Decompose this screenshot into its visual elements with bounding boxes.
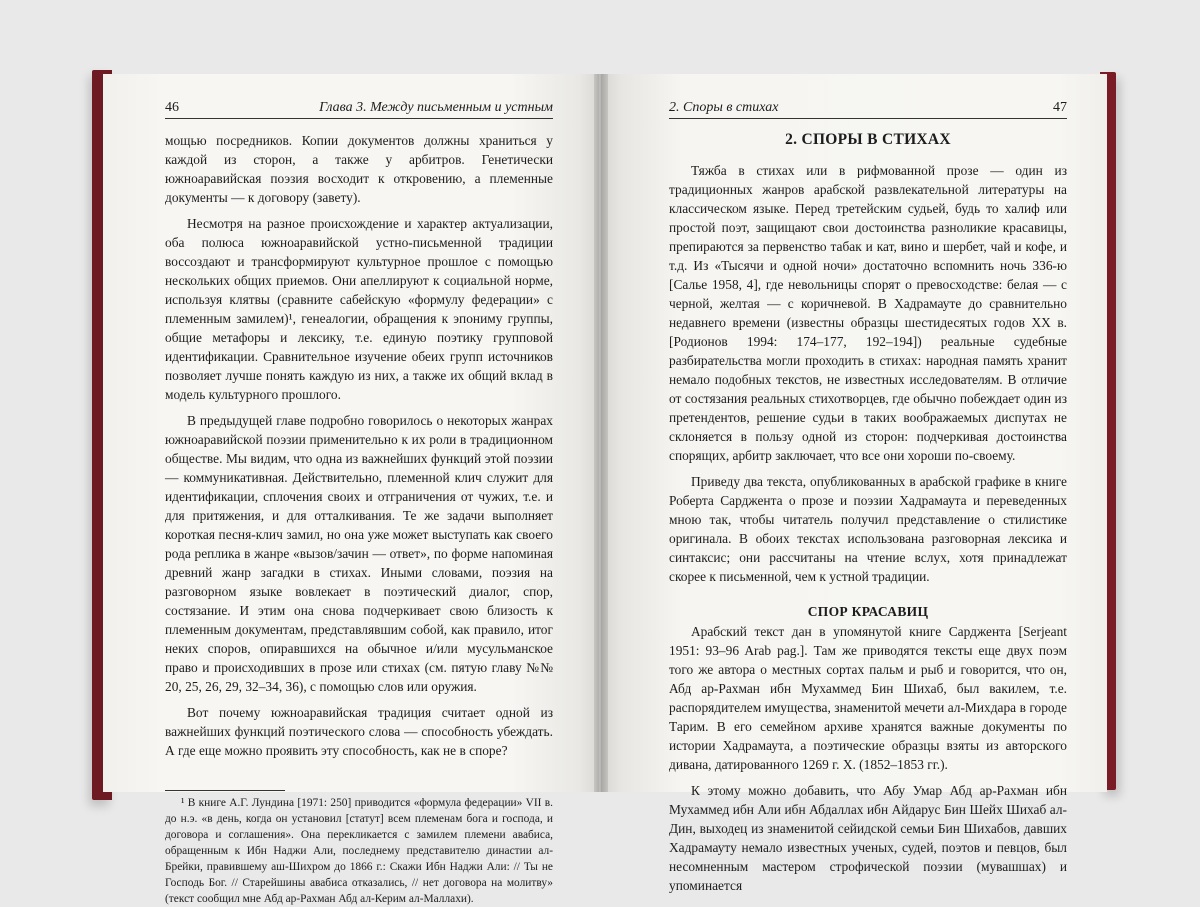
footnote-rule — [165, 790, 285, 791]
running-head-right — [669, 100, 1067, 119]
paragraph: Тяжба в стихах или в рифмованной прозе — один из традиционных жанров арабской развлекательной литературы на классическом языке. Перед третейским судьей, будь то халиф или простой поэт, защищают свои достоинства разноликие красавицы, препираются за первенство табак и кат, вино и шербет, чай и кофе, и т.д. Из «Тысячи и одной ночи» достаточно вспомнить ночь 336-ю [Салье 1958, 4], где невольницы спорят о превосходстве: белая — с черной, желтая — с коричневой. В Хадрамауте до сравнительно недавнего времени (известны образцы шестидесятых годов XX в. [Родионов 1994: 174–177, 192–194]) реальные судебные разбирательства могли проходить в стихах: народная память хранит немало подобных текстов, не известных исследователям. В отличие от состязания реальных стихотворцев, где обычно побеждает один из претендентов, решение судьи в таких воображаемых диспутах не склоняется в пользу одной из сторон: подчеркивая достоинства спорящих, арбитр заключает, что все они хороши по-своему. — [669, 163, 1067, 463]
section-title: 2. СПОРЫ В СТИХАХ — [785, 131, 951, 148]
paragraph: К этому можно добавить, что Абу Умар Абд ар-Рахман ибн Мухаммед ибн Али ибн Абдаллах ибн Айдарус Бин Шейх Шихаб ал-Дин, выходец из знаменитой сейидской семьи Бин Шихабов, давших Хадрамауту немало известных ученых, судей, поэтов и певцов, был несомненным мастером строфической поэзии (мувашшах) и упоминается — [669, 783, 1067, 893]
page-number: 46 — [165, 100, 179, 115]
book-gutter — [594, 74, 608, 792]
left-page — [103, 74, 599, 905]
running-head-title: Глава 3. Между письменным и устным — [319, 100, 553, 115]
right-page — [601, 74, 1107, 893]
paragraph: мощью посредников. Копии документов должны храниться у каждой из сторон, а также у арбитров. Генетически южноаравийская поэзия восходит к откровению, а племенные документы — к договору (завету). — [165, 133, 553, 205]
running-head-title: 2. Споры в стихах — [669, 100, 779, 115]
subsection-title: СПОР КРАСАВИЦ — [807, 604, 929, 619]
paragraph: Несмотря на разное происхождение и характер актуализации, оба полюса южноаравийской устно-письменной традиции воссоздают и трансформируют культурное прошлое с помощью нескольких общих приемов. Они апеллируют к социальной норме, используя клятвы (сравните сабейскую «формулу федерации» с племенным замилем)¹, генеалогии, обращения к эпониму группы, общие метафоры и лексику, т.е. единую поэтику групповой идентификации. Сравнительное изучение обеих групп источников позволяет лучше понять каждую из них, а также их общий вклад в модель культурного прошлого. — [165, 216, 553, 402]
paragraph: В предыдущей главе подробно говорилось о некоторых жанрах южноаравийской поэзии применительно к их роли в традиционном обществе. Мы видим, что одна из важнейших функций этой поэзии — коммуникативная. Действительно, племенной клич служит для идентификации, сплочения своих и отграничения от чужих, т.е. и для притяжения, и для отталкивания. Те же задачи выполняет короткая песня-клич замил, но она уже может выступать как своего рода реплика в жанре «вызов/зачин — ответ», по форме напоминая древний жанр загадки в стихах. Иными словами, поэзия на разговорном языке вовлекает в поэтический диалог, спор, состязание. И этим она снова подчеркивает свою близость к племенным документам, представлявшим собой, как правило, итог неких споров, опиравшихся на обычное и/или мусульманское право и происходивших в прозе или стихах (см. пятую главу №№ 20, 25, 26, 29, 32–34, 36), с помощью слов или оружия. — [165, 413, 553, 694]
paragraph: Вот почему южноаравийская традиция считает одной из важнейших функций поэтического слова — способность убеждать. А где еще можно проявить эту способность, как не в споре? — [165, 705, 553, 758]
paragraph: Арабский текст дан в упомянутой книге Сарджента [Serjeant 1951: 93–96 Arab pag.]. Там же приводятся тексты еще двух поэм того же автора о местных сортах пальм и рыб и говорится, что он, Абд ар-Рахман ибн Мухаммед Бин Шихаб, был вакилем, т.е. распорядителем имущества, знаменитой мечети ал-Михдара в городе Тарим. В его семейном архиве хранятся важные документы по истории Хадрамаута, а поэтические образцы взяты из авторского дивана, датированного 1269 г. Х. (1852–1853 гг.). — [669, 624, 1067, 772]
footnote: ¹ В книге А.Г. Лундина [1971: 250] приводится «формула федерации» VII в. до н.э. «в день, когда он установил [статут] всем племенам бога и господа, и договора и соглашения». Она перекликается с замилем племени авабиса, обращенным к Ибн Наджи Али, последнему представителю династии ал-Брейки, правившему аш-Шихром до 1866 г.: Скажи Ибн Наджи Али: // Ты не Господь Бог. // Старейшины авабиса отказались, // нет договора на молитву» (текст сообщил мне Абд ар-Рахман Абд ал-Керим ал-Маллахи). — [165, 797, 553, 905]
paragraph: Приведу два текста, опубликованных в арабской графике в книге Роберта Сарджента о прозе и поэзии Хадрамаута и переведенных мною так, чтобы читатель получил представление о стилистике оригинала. В обоих текстах использована разговорная лексика и синтаксис; они рассчитаны на чтение вслух, хотя принадлежат скорее к письменной, чем к устной традиции. — [669, 474, 1067, 584]
page-number: 47 — [1053, 100, 1067, 115]
running-head-left — [165, 100, 553, 119]
